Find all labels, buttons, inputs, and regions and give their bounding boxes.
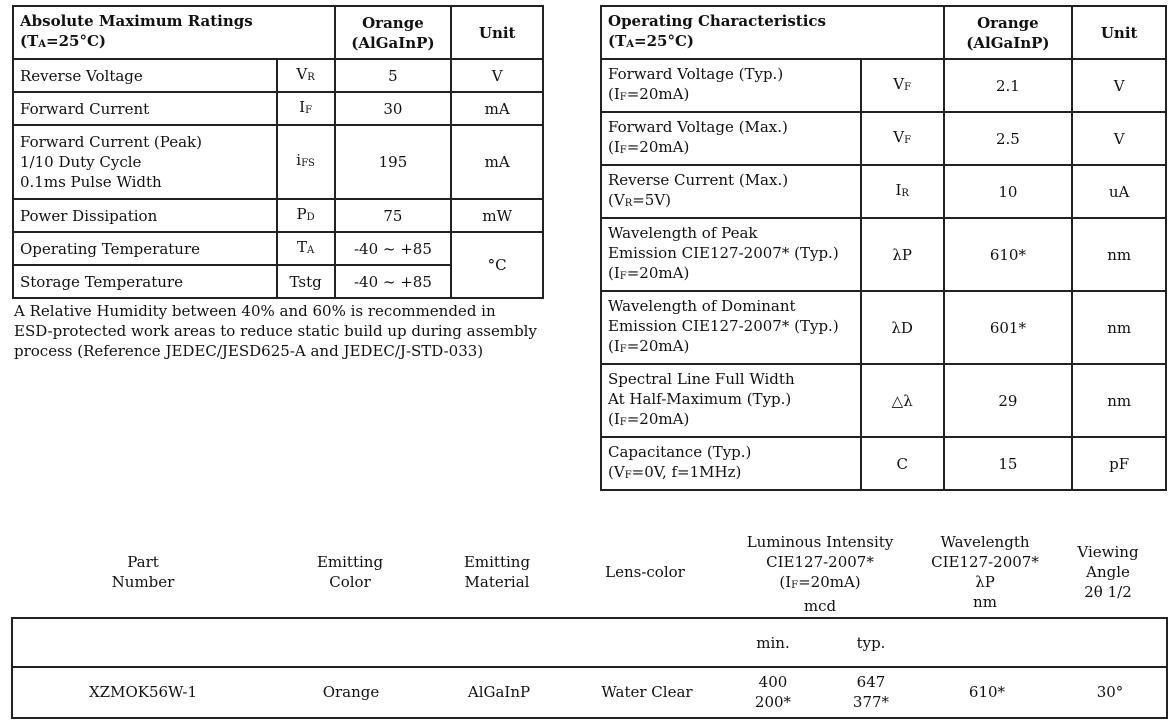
header-wavelength: Wavelength CIE127-2007* λP nm	[931, 533, 1039, 611]
viewing-angle-value: 30°	[1096, 683, 1124, 701]
table-row: Forward Voltage (Typ.) $(I_F=20mA)$ $V_F$ 2.1 V	[601, 59, 1166, 112]
table-row: Forward Current (Peak) 1/10 Duty Cycle 0.1ms Pulse Width $i_{FS}$ 195 mA	[13, 125, 543, 199]
table-row: Spectral Line Full Width At Half-Maximum (Typ.) $(I_F=20mA)$ △λ 29 nm	[601, 364, 1166, 437]
part-number-value: XZMOK56W-1	[89, 683, 197, 701]
operating-characteristics-table	[600, 5, 1167, 491]
emitting-color-value: Orange	[322, 683, 380, 701]
min-label: min.	[756, 634, 790, 652]
table-row: Power Dissipation $P_D$ 75 mW	[13, 199, 543, 232]
amr-title: Absolute Maximum Ratings $(T_A=25^\circ C)$	[13, 6, 335, 59]
luminous-min-value: 400 200*	[754, 673, 792, 711]
absolute-max-ratings-table	[12, 5, 544, 299]
table-row: Capacitance (Typ.) ($V_F=0V$, f=1MHz) C 15 pF	[601, 437, 1166, 490]
lens-color-value: Water Clear	[601, 683, 693, 701]
header-lens-color: Lens-color	[605, 563, 685, 581]
header-part-number: Part Number	[111, 553, 175, 591]
amr-col-unit: Unit	[451, 6, 543, 59]
oc-col-orange: Orange (AlGaInP)	[944, 6, 1073, 59]
header-emitting-material: Emitting Material	[463, 553, 531, 591]
oc-title: Operating Characteristics $(T_A=25^\circ C)$	[601, 6, 944, 59]
table-row: Reverse Voltage $V_R$ 5 V	[13, 59, 543, 92]
header-luminous-intensity: Luminous Intensity CIE127-2007* $(I_F=20mA)$ mcd	[746, 533, 894, 615]
table-row: Storage Temperature Tstg -40 ~ +85	[13, 265, 543, 298]
table-row: Reverse Current (Max.) $(V_R=5V)$ $I_R$ 10 uA	[601, 165, 1166, 218]
amr-col-orange: Orange (AlGaInP)	[335, 6, 452, 59]
header-viewing-angle: Viewing Angle 2θ 1/2	[1077, 543, 1139, 601]
table-row: Forward Voltage (Max.) $(I_F=20mA)$ $V_F$ 2.5 V	[601, 112, 1166, 165]
emitting-material-value: AlGaInP	[467, 683, 531, 701]
header-emitting-color: Emitting Color	[316, 553, 384, 591]
typ-label: typ.	[856, 634, 886, 652]
table-row: Wavelength of Peak Emission CIE127-2007* (Typ.) $(I_F=20mA)$ λP 610* nm	[601, 218, 1166, 291]
oc-col-unit: Unit	[1072, 6, 1166, 59]
wavelength-value: 610*	[968, 683, 1006, 701]
table-row: Wavelength of Dominant Emission CIE127-2007* (Typ.) $(I_F=20mA)$ λD 601* nm	[601, 291, 1166, 364]
part-number-table	[11, 617, 1168, 719]
luminous-typ-value: 647 377*	[852, 673, 890, 711]
humidity-note: A Relative Humidity between 40% and 60% is recommended in ESD-protected work areas to reduce static build up during assembly process (Reference JEDEC/JESD625-A and JEDEC/J-STD-033)	[14, 302, 537, 360]
table-row: Operating Temperature $T_A$ -40 ~ +85 °C	[13, 232, 543, 265]
divider	[13, 666, 1166, 668]
table-row: Forward Current $I_F$ 30 mA	[13, 92, 543, 125]
